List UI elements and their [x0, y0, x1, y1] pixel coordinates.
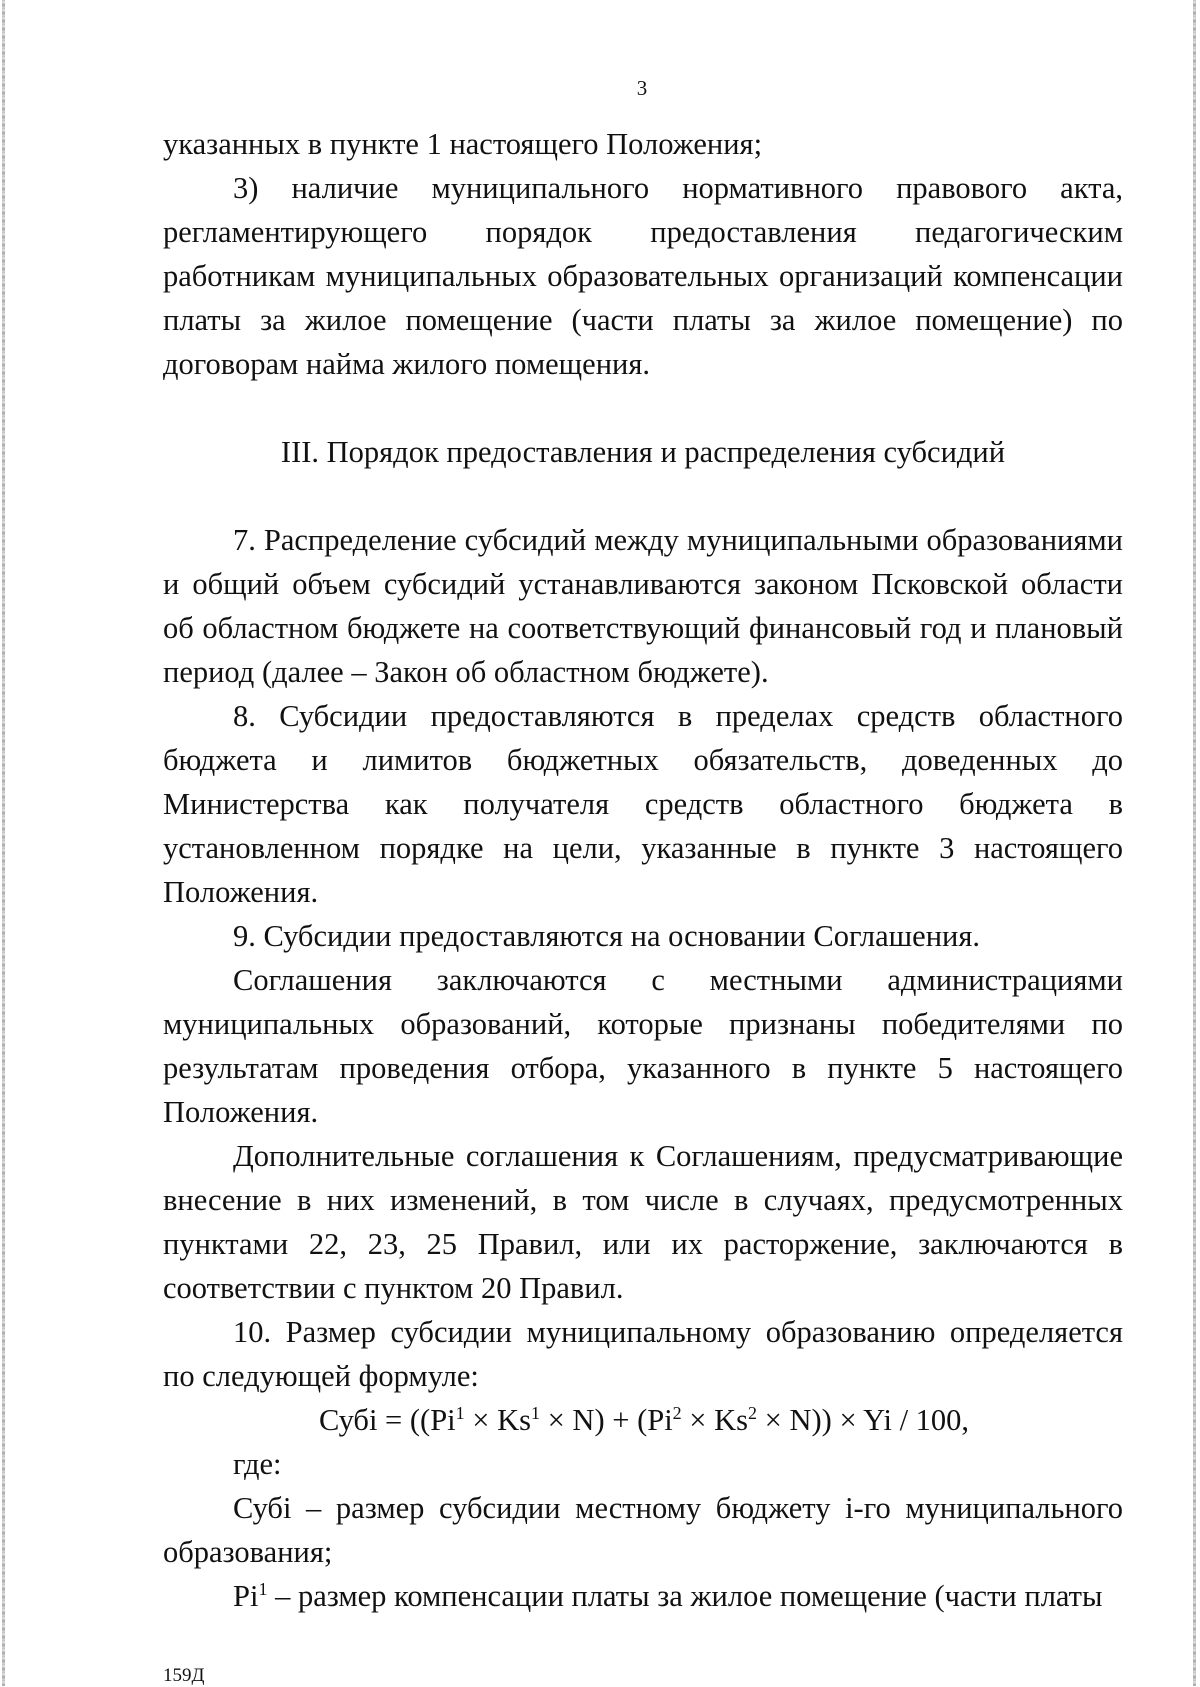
formula-superscript: 1 — [530, 1403, 540, 1423]
formula-part: × N)) × Yi / 100, — [757, 1403, 970, 1437]
document-code: 159Д — [163, 1665, 205, 1686]
paragraph-continuation: указанных в пункте 1 настоящего Положения; — [163, 127, 763, 161]
paragraph-7: 7. Распределение субсидий между муниципальными образованиями и общий объем субсидий устанавливаются законом Псковской области об областном бюджете на соответствующий финансовый год и плановый период (далее – Закон об областном бюджете). — [163, 523, 1123, 689]
definition-sub-i: Субi – размер субсидии местному бюджету i-го муниципального образования; — [163, 1491, 1123, 1569]
formula-part: × Ks — [681, 1403, 749, 1437]
definition-pi1 — [163, 1574, 1123, 1618]
subsidy-formula — [163, 1398, 1123, 1442]
paragraph-9: 9. Субсидии предоставляются на основании Соглашения. — [233, 919, 980, 953]
variable-superscript: 1 — [258, 1579, 268, 1599]
formula-superscript: 1 — [455, 1403, 465, 1423]
paragraph-item-3: 3) наличие муниципального нормативного правового акта, регламентирующего порядок предоставления педагогическим работникам муниципальных образовательных организаций компенсации платы за жилое помещение (части платы за жилое помещение) по договорам найма жилого помещения. — [163, 171, 1123, 381]
formula-part: × N) + (Pi — [539, 1403, 673, 1437]
formula-part: × Ks — [464, 1403, 531, 1437]
variable-pi: Pi — [233, 1579, 259, 1613]
scan-edge-right — [1193, 0, 1196, 1686]
section-heading: III. Порядок предоставления и распределения субсидий — [280, 435, 1006, 469]
paragraph-8: 8. Субсидии предоставляются в пределах средств областного бюджета и лимитов бюджетных обязательств, доведенных до Министерства как получателя средств областного бюджета в установленном порядке на цели, указанные в пункте 3 настоящего Положения. — [163, 699, 1123, 909]
document-body — [163, 122, 1123, 1618]
scan-edge-left — [2, 0, 5, 1686]
formula-superscript: 2 — [672, 1403, 682, 1423]
where-label: где: — [233, 1447, 282, 1481]
paragraph-9-agreements: Соглашения заключаются с местными администрациями муниципальных образований, которые признаны победителями по результатам проведения отбора, указанного в пункте 5 настоящего Положения. — [163, 963, 1123, 1129]
formula-superscript: 2 — [748, 1403, 758, 1423]
paragraph-9-additional: Дополнительные соглашения к Соглашениям, предусматривающие внесение в них изменений, в том числе в случаях, предусмотренных пунктами 22, 23, 25 Правил, или их расторжение, заключаются в соответствии с пунктом 20 Правил. — [163, 1139, 1123, 1305]
definition-text: – размер компенсации платы за жилое помещение (части платы — [267, 1579, 1103, 1613]
paragraph-10: 10. Размер субсидии муниципальному образованию определяется по следующей формуле: — [163, 1315, 1123, 1393]
page-number: 3 — [636, 76, 648, 100]
formula-part: Субi = ((Pi — [319, 1403, 456, 1437]
